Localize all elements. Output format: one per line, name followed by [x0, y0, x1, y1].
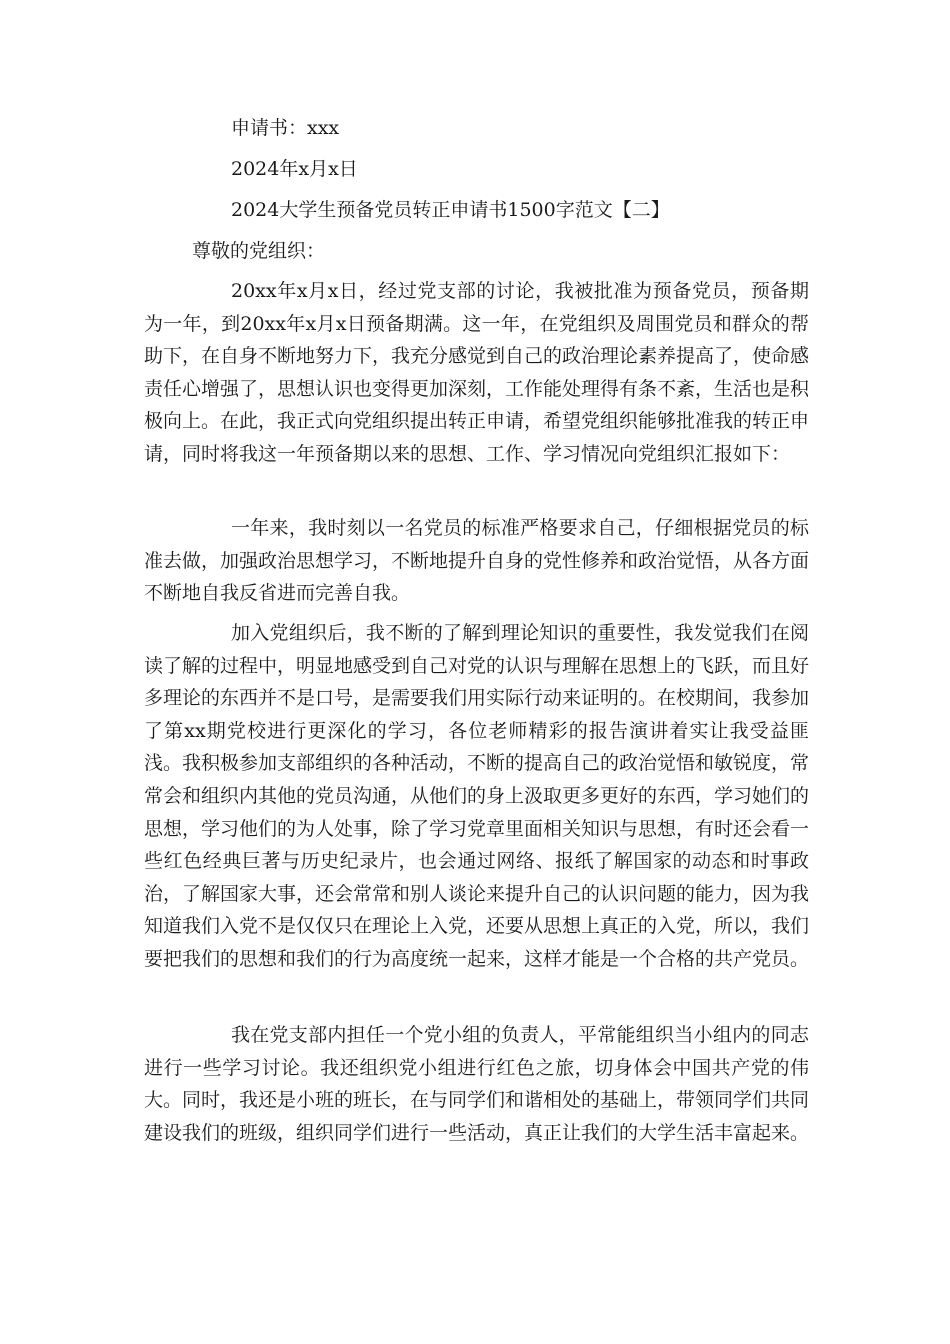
section-title: 2024大学生预备党员转正申请书1500字范文【二】 — [231, 199, 670, 221]
applicant-line: 申请书：xxx — [231, 117, 340, 139]
body-paragraph-2: 一年来，我时刻以一名党员的标准严格要求自己，仔细根据党员的标准去做，加强政治思想学习，不断地提升自身的党性修养和政治觉悟，从各方面不断地自我反省进而完善自我。 — [144, 517, 810, 605]
body-paragraph-1: 20xx年x月x日，经过党支部的讨论，我被批准为预备党员，预备期为一年，到20xx年x月x日预备期满。这一年，在党组织及周围党员和群众的帮助下，在自身不断地努力下，我充分感觉到自己的政治理论素养提高了，使命感责任心增强了，思想认识也变得更加深刻，工作能处理得有条不紊，生活也是积极向上。在此，我正式向党组织提出转正申请，希望党组织能够批准我的转正申请，同时将我这一年预备期以来的思想、工作、学习情况向党组织汇报如下： — [144, 280, 810, 465]
salutation: 尊敬的党组织： — [192, 240, 326, 262]
body-paragraph-3: 加入党组织后，我不断的了解到理论知识的重要性，我发觉我们在阅读了解的过程中，明显地感受到自己对党的认识与理解在思想上的飞跃，而且好多理论的东西并不是口号，是需要我们用实际行动来证明的。在校期间，我参加了第xx期党校进行更深化的学习，各位老师精彩的报告演讲着实让我受益匪浅。我积极参加支部组织的各种活动，不断的提高自己的政治觉悟和敏锐度，常常会和组织内其他的党员沟通，从他们的身上汲取更多更好的东西，学习她们的思想，学习他们的为人处事，除了学习党章里面相关知识与思想，有时还会看一些红色经典巨著与历史纪录片，也会通过网络、报纸了解国家的动态和时事政治，了解国家大事，还会常常和别人谈论来提升自己的认识问题的能力，因为我知道我们入党不是仅仅只在理论上入党，还要从思想上真正的入党，所以，我们要把我们的思想和我们的行为高度统一起来，这样才能是一个合格的共产党员。 — [144, 622, 810, 970]
date-line: 2024年x月x日 — [231, 158, 358, 180]
body-paragraph-4: 我在党支部内担任一个党小组的负责人，平常能组织当小组内的同志进行一些学习讨论。我还组织党小组进行红色之旅，切身体会中国共产党的伟大。同时，我还是小班的班长，在与同学们和谐相处的基础上，带领同学们共同建设我们的班级，组织同学们进行一些活动，真正让我们的大学生活丰富起来。 — [144, 1024, 810, 1144]
